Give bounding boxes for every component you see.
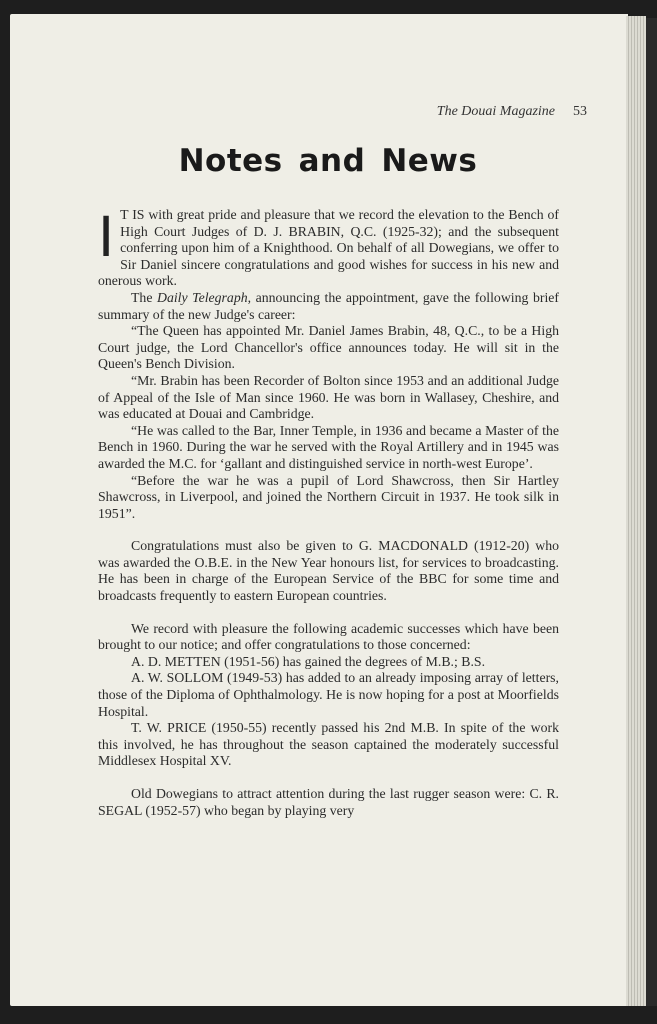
- paragraph-text: The: [131, 289, 157, 305]
- title-word: Notes: [178, 143, 283, 179]
- paragraph: Old Dowegians to attract attention during the last rugger season were: C. R. SEGAL (1952-57) who began by playing very: [98, 786, 559, 818]
- paragraph: A. D. METTEN (1951-56) has gained the degrees of M.B.; B.S.: [131, 653, 486, 669]
- paragraph: A. W. SOLLOM (1949-53) has added to an already imposing array of letters, those of the Diploma of Ophthalmology. He is now hoping for a post at Moorfields Hospital.: [98, 670, 559, 719]
- paragraph: “Before the war he was a pupil of Lord Shawcross, then Sir Hartley Shawcross, in Liverpool, and joined the Northern Circuit in 1937. He took silk in 1951”.: [98, 472, 559, 521]
- paragraph: “Mr. Brabin has been Recorder of Bolton since 1953 and an additional Judge of Appeal of the Isle of Man since 1960. He was born in Wallasey, Cheshire, and was educated at Douai and Cambridge.: [98, 372, 559, 422]
- book-cover-edge: [646, 18, 657, 1006]
- paragraph: “The Queen has appointed Mr. Daniel James Brabin, 48, Q.C., to be a High Court judge, the Lord Chancellor's office announces today. He will sit in the Queen's Bench Division.: [98, 323, 559, 372]
- page-number: 53: [573, 104, 587, 119]
- running-header: [437, 104, 587, 120]
- newspaper-title: Daily Telegraph: [156, 289, 248, 305]
- paragraph: T. W. PRICE (1950-55) recently passed his 2nd M.B. In spite of the work this involved, he has throughout the season captained the moderately successful Middlesex Hospital XV.: [98, 720, 559, 769]
- title-word: and: [298, 143, 366, 179]
- paragraph: [98, 290, 559, 323]
- page-title: [98, 143, 558, 179]
- paragraph: [98, 204, 559, 290]
- drop-cap: I: [98, 204, 115, 269]
- page-edges: [626, 16, 646, 1006]
- article-body: [98, 204, 559, 819]
- title-word: News: [381, 143, 478, 179]
- paragraph: We record with pleasure the following academic successes which have been brought to our notice; and offer congratulations to those concerned:: [98, 620, 559, 653]
- paragraph-text: , announcing the appointment, gave the following brief summary of the new Judge's career:: [98, 289, 559, 322]
- magazine-name: The Douai Magazine: [436, 104, 555, 119]
- paragraph-text: T IS with great pride and pleasure that we record the elevation to the Bench of High Court Judges of D. J. BRABIN, Q.C. (1925-32); and the subsequent conferring upon him of a Knighthood. On behalf of all Dowegians, we offer to Sir Daniel sincere congratulations and good wishes for success in his new and onerous work.: [98, 207, 559, 289]
- paragraph: “He was called to the Bar, Inner Temple, in 1936 and became a Master of the Bench in 1960. During the war he served with the Royal Artillery and in 1945 was awarded the M.C. for ‘gallant and distinguished service in north-west Europe’.: [98, 422, 559, 471]
- paragraph: Congratulations must also be given to G. MACDONALD (1912-20) who was awarded the O.B.E. in the New Year honours list, for services to broadcasting. He has been in charge of the European Service of the BBC for some time and broadcasts frequently to eastern European countries.: [98, 538, 559, 604]
